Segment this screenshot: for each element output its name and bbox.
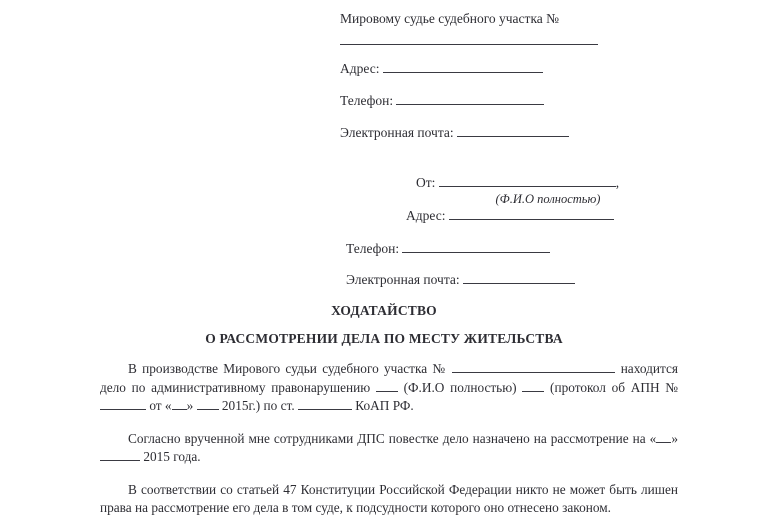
- paragraph-hearing-date: [100, 430, 678, 467]
- p2-seg-a: Согласно врученной мне сотрудниками ДПС повестке дело назначено на рассмотрение на «: [128, 430, 657, 446]
- applicant-from-block: [416, 174, 666, 207]
- court-email-field[interactable]: [340, 124, 660, 141]
- p2-blank-day[interactable]: [656, 431, 671, 443]
- applicant-email-rule[interactable]: [463, 283, 575, 284]
- p1-blank-month[interactable]: [197, 398, 219, 410]
- applicant-from-comma: ,: [615, 175, 620, 190]
- paragraph-case-details: [100, 360, 678, 416]
- applicant-phone-label: Телефон:: [346, 241, 400, 256]
- court-address-field[interactable]: [340, 60, 660, 77]
- applicant-address-rule[interactable]: [449, 219, 614, 220]
- paragraph-constitution-article: В соответствии со статьей 47 Конституции Российской Федерации никто не может быть лишен права на рассмотрение его дела в том суде, к подсудности которого оно отнесено законом.: [100, 481, 678, 515]
- addressee-blank-rule[interactable]: [340, 43, 598, 45]
- applicant-address-field[interactable]: [406, 207, 614, 224]
- applicant-email-label: Электронная почта:: [346, 272, 460, 287]
- fio-hint: (Ф.И.О полностью): [495, 192, 601, 206]
- document-title: ХОДАТАЙСТВО: [331, 303, 437, 318]
- p1-blank-participok[interactable]: [452, 361, 615, 373]
- p1-blank-fio-left[interactable]: [376, 380, 398, 392]
- p1-seg-c: (Ф.И.О полностью): [397, 379, 523, 395]
- p2-seg-b: »: [671, 430, 678, 446]
- p1-blank-fio-right[interactable]: [522, 380, 544, 392]
- court-email-label: Электронная почта:: [340, 125, 454, 140]
- applicant-address-label: Адрес:: [406, 208, 446, 223]
- p1-seg-g: 2015г.) по ст.: [218, 398, 298, 413]
- applicant-phone-rule[interactable]: [402, 252, 550, 253]
- court-phone-field[interactable]: [340, 92, 660, 109]
- addressee-header: [340, 10, 660, 141]
- p1-blank-protocol-number[interactable]: [100, 398, 146, 410]
- p1-seg-f: »: [186, 398, 197, 413]
- p1-blank-article[interactable]: [298, 398, 352, 410]
- p1-seg-b: находится дело по административному правонарушению: [100, 361, 678, 395]
- p1-blank-day[interactable]: [172, 398, 187, 410]
- court-phone-rule[interactable]: [396, 104, 544, 105]
- p1-seg-d: (протокол об АПН №: [544, 379, 678, 395]
- applicant-name-rule[interactable]: [439, 186, 616, 187]
- document-subtitle: О РАССМОТРЕНИИ ДЕЛА ПО МЕСТУ ЖИТЕЛЬСТВА: [205, 331, 563, 346]
- applicant-name-field[interactable]: [416, 174, 666, 191]
- court-phone-label: Телефон:: [340, 93, 394, 108]
- applicant-phone-field[interactable]: [346, 240, 550, 257]
- p1-seg-h: КоАП РФ.: [351, 398, 414, 413]
- court-address-label: Адрес:: [340, 61, 380, 76]
- p1-seg-e: от «: [146, 398, 172, 413]
- document-body: [100, 360, 678, 518]
- p2-seg-c: 2015 года.: [140, 449, 201, 464]
- p1-seg-a: В производстве Мирового судьи судебного участка №: [128, 361, 453, 376]
- addressee-line: Мировому судье судебного участка №: [340, 11, 560, 26]
- applicant-from-label: От:: [416, 175, 436, 190]
- court-address-rule[interactable]: [383, 72, 543, 73]
- p2-blank-month[interactable]: [100, 449, 140, 461]
- court-email-rule[interactable]: [457, 136, 569, 137]
- applicant-email-field[interactable]: [346, 271, 575, 288]
